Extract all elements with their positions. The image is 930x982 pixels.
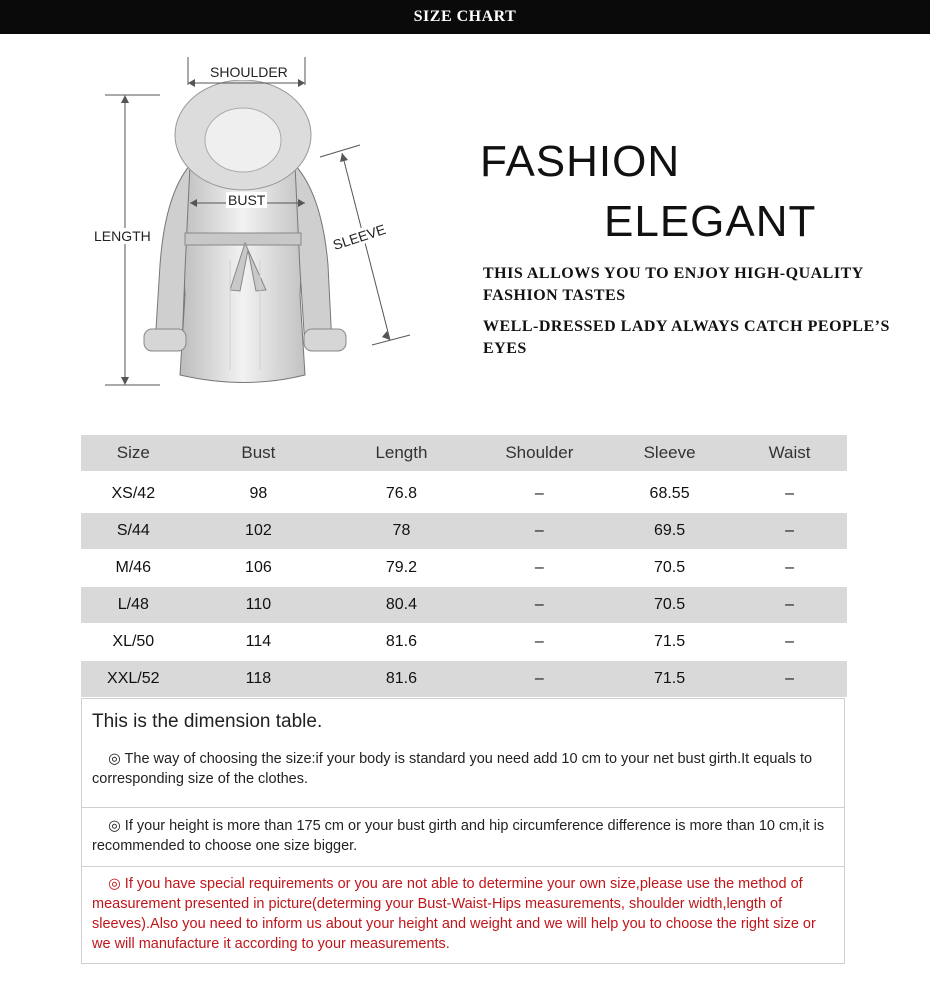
header-waist: Waist (732, 435, 847, 474)
tagline-quality: THIS ALLOWS YOU TO ENJOY HIGH-QUALITY FASHION TASTES (483, 265, 864, 304)
table-row (81, 661, 847, 698)
cell-bust: 102 (186, 513, 332, 550)
notes-divider (82, 866, 844, 867)
header-size: Size (81, 435, 186, 474)
cell-size: XS/42 (81, 474, 186, 513)
bust-label: BUST (228, 192, 266, 208)
cell-bust: 118 (186, 661, 332, 698)
coat-measurement-illustration (60, 45, 420, 405)
sleeve-label: SLEEVE (330, 220, 388, 254)
cell-size: XL/50 (81, 624, 186, 661)
size-table-header (81, 435, 847, 474)
cell-waist: – (732, 513, 847, 550)
note-size-bigger: ◎ If your height is more than 175 cm or your bust girth and hip circumference difference is more than 10 cm,it is recommended to choose one size bigger. (92, 818, 825, 854)
header-sleeve: Sleeve (607, 435, 732, 474)
cell-length: 80.4 (331, 587, 471, 624)
dimension-notes (81, 698, 845, 964)
cell-size: L/48 (81, 587, 186, 624)
cell-waist: – (732, 474, 847, 513)
cell-shoulder: – (472, 474, 607, 513)
cell-sleeve: 70.5 (607, 550, 732, 587)
table-row (81, 513, 847, 550)
cell-size: XXL/52 (81, 661, 186, 698)
note-special-requirements: ◎ If you have special requirements or you are not able to determine your own size,please use the method of measurement presented in picture(determing your Bust-Waist-Hips measurements, shoulder width,length of sleeves).Also you need to inform us about your height and weight and we will help you to choose the right size or we will manufacture it according to your measurements. (92, 876, 816, 952)
tagline-eyes: WELL-DRESSED LADY ALWAYS CATCH PEOPLE’S EYES (483, 318, 890, 357)
cell-waist: – (732, 661, 847, 698)
cell-length: 81.6 (331, 661, 471, 698)
notes-title: This is the dimension table. (92, 711, 323, 732)
cell-bust: 110 (186, 587, 332, 624)
cell-size: S/44 (81, 513, 186, 550)
cell-bust: 114 (186, 624, 332, 661)
cell-waist: – (732, 587, 847, 624)
table-row (81, 587, 847, 624)
cell-shoulder: – (472, 587, 607, 624)
table-row (81, 624, 847, 661)
cell-length: 79.2 (331, 550, 471, 587)
cell-sleeve: 68.55 (607, 474, 732, 513)
cell-size: M/46 (81, 550, 186, 587)
cell-sleeve: 71.5 (607, 624, 732, 661)
cell-sleeve: 69.5 (607, 513, 732, 550)
header-length: Length (331, 435, 471, 474)
size-table (81, 435, 847, 697)
header-shoulder: Shoulder (472, 435, 607, 474)
cell-waist: – (732, 550, 847, 587)
cell-bust: 106 (186, 550, 332, 587)
cell-shoulder: – (472, 513, 607, 550)
cell-shoulder: – (472, 550, 607, 587)
cell-sleeve: 71.5 (607, 661, 732, 698)
headline-fashion: FASHION (480, 137, 681, 186)
cell-sleeve: 70.5 (607, 587, 732, 624)
table-row (81, 550, 847, 587)
cell-length: 76.8 (331, 474, 471, 513)
cell-length: 78 (331, 513, 471, 550)
length-label: LENGTH (94, 228, 151, 244)
shoulder-label: SHOULDER (210, 64, 288, 80)
notes-divider (82, 807, 844, 808)
cell-shoulder: – (472, 661, 607, 698)
coat-sketch (60, 45, 420, 405)
cell-waist: – (732, 624, 847, 661)
headline-elegant: ELEGANT (604, 197, 817, 246)
cell-length: 81.6 (331, 624, 471, 661)
table-row (81, 474, 847, 513)
cell-bust: 98 (186, 474, 332, 513)
size-chart-banner: SIZE CHART (0, 0, 930, 34)
header-bust: Bust (186, 435, 332, 474)
cell-shoulder: – (472, 624, 607, 661)
note-size-choice: ◎ The way of choosing the size:if your body is standard you need add 10 cm to your net bust girth.It equals to corresponding size of the clothes. (92, 751, 813, 787)
